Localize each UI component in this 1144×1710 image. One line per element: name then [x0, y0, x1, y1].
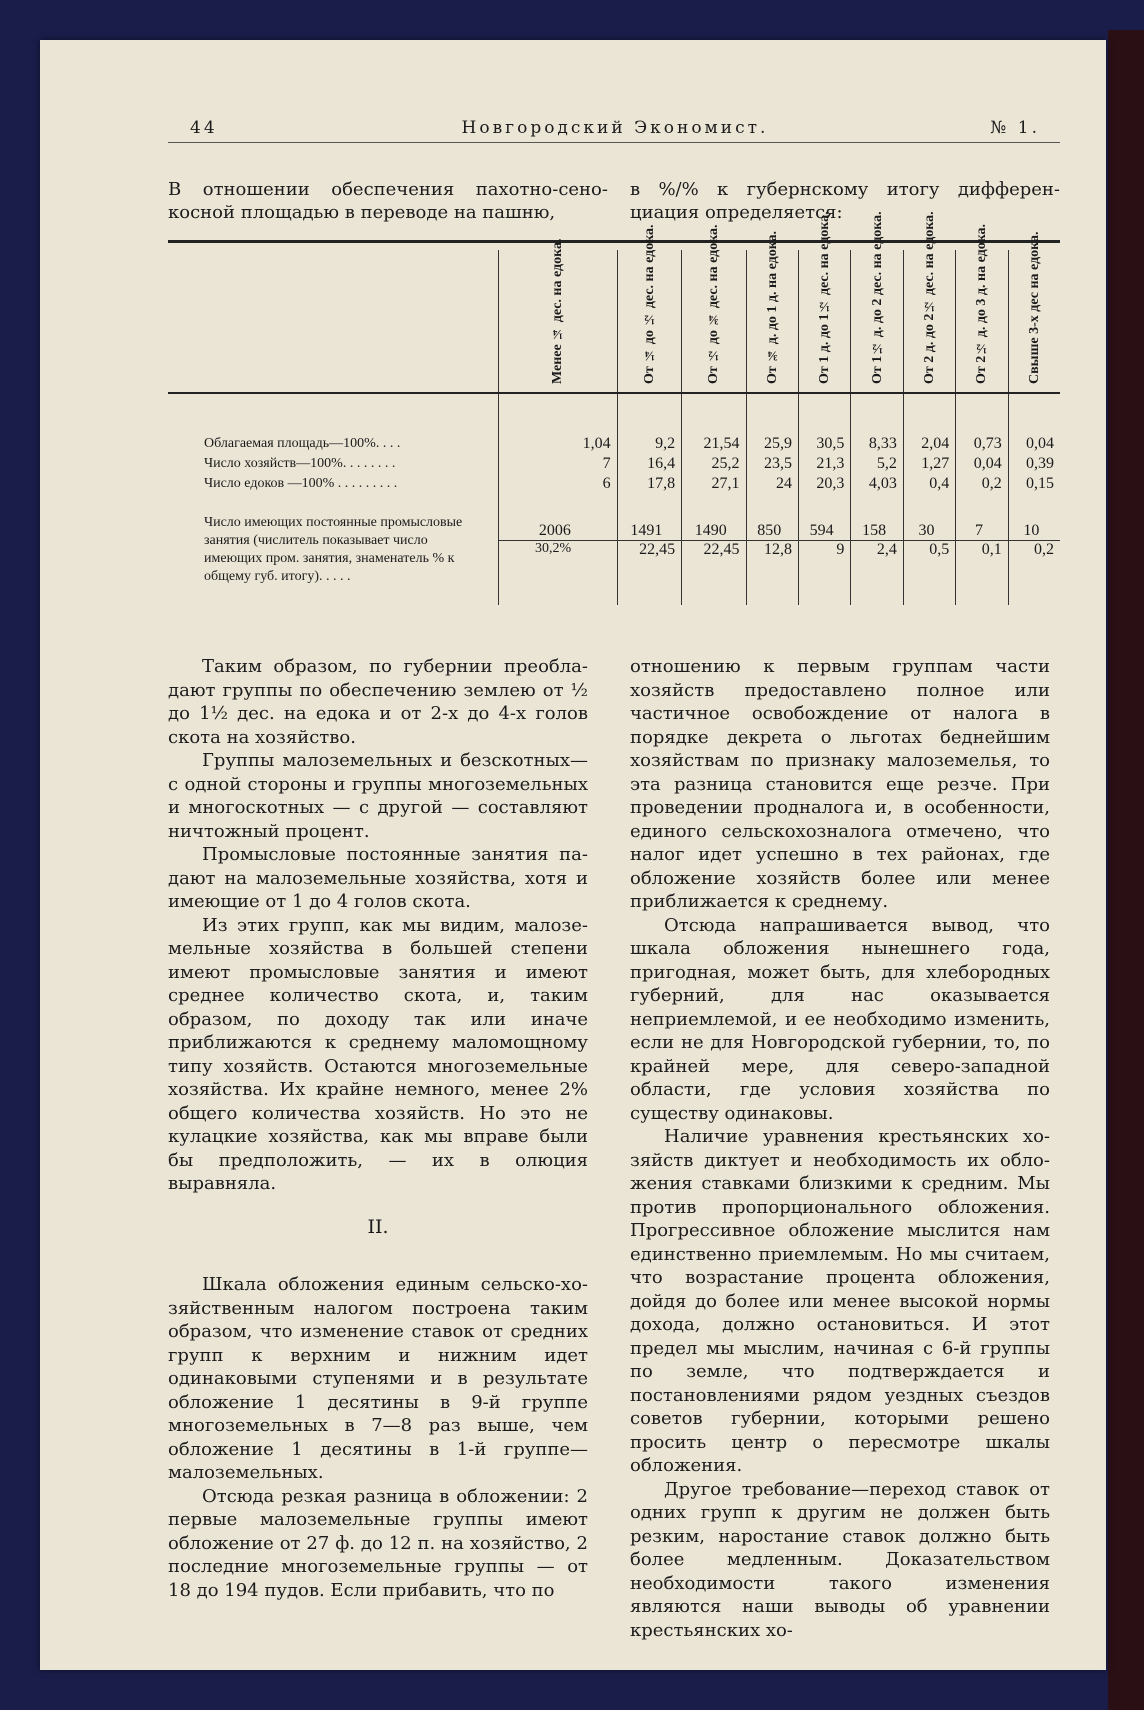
trades-numerator: 7	[956, 494, 1008, 541]
intro-left: В отношении обеспечения пахотно-сенокосной площадью в переводе на пашню,	[168, 179, 608, 223]
trades-denominator: 0,5	[903, 541, 955, 606]
paragraph: Группы малоземельных и безскотных— с одной стороны и группы многоземельных и многоскотных — с другой — составляют ничтожный процент.	[168, 750, 588, 842]
table-header-row	[168, 250, 1060, 393]
cell: 0,15	[1008, 474, 1060, 494]
column-header-label: От ½ до ¾ дес. на едока.	[706, 224, 722, 384]
cell: 2,04	[903, 434, 955, 454]
land-distribution-table	[168, 211, 1060, 605]
trades-numerator: 594	[798, 494, 850, 541]
paragraph: Из этих групп, как мы видим, малоземельные хозяйства в большей степени имеют промысловые занятия и имеют среднее количество скота, и, таким образом, по доходу так или иначе приближаются к среднему маломощному типу хозяйств. Остаются многоземельные хозяйства. Их крайне немного, менее 2% общего количества хозяйств. Но это не кулацкие хозяйства, как мы вправе были бы предположить, — их в олюция выравняла.	[168, 914, 588, 1194]
trades-numerator: 30	[903, 494, 955, 541]
cell: 17,8	[617, 474, 681, 494]
row-label: Облагаемая площадь—100%. . . .	[204, 436, 401, 451]
column-header-label: Свыше 3-х дес на едока.	[1026, 231, 1042, 384]
table-row	[168, 474, 1060, 494]
cell: 20,3	[798, 474, 850, 494]
cell: 27,1	[682, 474, 746, 494]
trades-numerator: 1490	[682, 494, 746, 541]
paragraph: Таким образом, по губернии преобладают группы по обеспечению землею от ½ до 1½ дес. на едока и от 2-х до 4-х голов скота на хозяйство.	[168, 656, 588, 748]
cell: 0,4	[903, 474, 955, 494]
cell: 4,03	[851, 474, 903, 494]
trades-numerator: 1491	[617, 494, 681, 541]
table-row-trades	[168, 494, 1060, 541]
trades-numerator: 10	[1008, 494, 1060, 541]
paragraph: Другое требование—переход ставок от одних групп к другим не должен быть резким, наростание ставок должно быть более медленным. Доказательством необходимости такого изменения являются наши выводы об уравнении крестьянских хо-	[630, 1478, 1050, 1641]
row-label: Число хозяйств—100%. . . . . . . .	[204, 456, 396, 471]
issue-number: № 1.	[990, 118, 1040, 138]
column-header	[798, 211, 850, 393]
column-header-label: От 2½ д. до 3 д. на едока.	[974, 223, 990, 384]
column-header-label: От 1 д. до 1½ дес. на едока.	[817, 211, 833, 384]
cell: 21,3	[798, 454, 850, 474]
trades-numerator: 158	[851, 494, 903, 541]
cell: 25,2	[682, 454, 746, 474]
trades-denominator: 0,1	[956, 541, 1008, 606]
trades-denominator: 22,45	[682, 541, 746, 606]
cell: 5,2	[851, 454, 903, 474]
trades-label: Число имеющих постоянные промысловые занятия (числитель показывает число имеющих пром. занятия, знаменатель % к общему губ. итогу). . . . .	[168, 494, 499, 605]
cell: 9,2	[617, 434, 681, 454]
table-corner	[168, 250, 499, 393]
paragraph: Наличие уравнения крестьянских хозяйств диктует и необходимость их обложения ставками близкими к средним. Мы против пропорционального обложения. Прогрессивное обложение мыслится нам единственно приемлемым. Но мы считаем, что возрастание процента обложения, дойдя до более или менее высокой нормы дохода, должно остановиться. И этот предел мы мыслим, начиная с 6-й группы по земле, что подтверждается и постановлениями рядом уездных съездов советов губернии, которыми решено просить центр о пересмотре шкалы обложения.	[630, 1126, 1050, 1476]
cell: 1,27	[903, 454, 955, 474]
cell: 6	[499, 474, 618, 494]
column-header-label: От ¾ д. до 1 д. на едока.	[764, 230, 780, 384]
left-column	[168, 655, 588, 1602]
cell: 23,5	[746, 454, 798, 474]
intro-right: в %/% к губернскому итогу дифференциация определяется:	[630, 179, 1060, 223]
book-spine	[1108, 30, 1144, 1710]
right-column	[630, 655, 1050, 1642]
trades-denominator: 12,8	[746, 541, 798, 606]
cell: 30,5	[798, 434, 850, 454]
paragraph: Отсюда напрашивается вывод, что шкала обложения нынешнего года, пригодная, может быть, для хлебородных губерний, для нас оказывается неприемлемой, и ее необходимо изменить, если не для Новгородской губернии, то, по крайней мере, для северо-западной области, где условия хозяйства по существу одинаковы.	[630, 914, 1050, 1124]
cell: 0,2	[956, 474, 1008, 494]
column-header	[903, 211, 955, 393]
column-header-label: От 1½ д. до 2 дес. на едока.	[869, 211, 885, 384]
trades-denominator: 30,2%	[499, 541, 618, 606]
column-header-label: От ¼ до ½ дес. на едока.	[641, 224, 657, 384]
column-header	[956, 223, 1008, 393]
column-header	[1008, 231, 1060, 393]
cell: 0,39	[1008, 454, 1060, 474]
cell: 8,33	[851, 434, 903, 454]
cell: 16,4	[617, 454, 681, 474]
cell: 0,04	[956, 454, 1008, 474]
trades-denominator: 22,45	[617, 541, 681, 606]
table-spacer-row	[168, 393, 1060, 434]
row-label: Число едоков —100% . . . . . . . . .	[204, 476, 398, 491]
paragraph: Шкала обложения единым сельско-хозяйственным налогом построена таким образом, что изменение ставок от средних групп к верхним и нижним идет одинаковыми ступенями и в результате обложение 1 десятины в 9-й группе многоземельных в 7—8 раз выше, чем обложение 1 десятины в 1-й группе—малоземельных.	[168, 1274, 588, 1483]
table-row	[168, 454, 1060, 474]
header-rule	[168, 142, 1060, 143]
trades-numerator: 2006	[499, 494, 618, 541]
trades-denominator: 0,2	[1008, 541, 1060, 606]
column-header	[499, 238, 618, 393]
cell: 0,04	[1008, 434, 1060, 454]
table-row	[168, 434, 1060, 454]
trades-denominator: 9	[798, 541, 850, 606]
cell: 21,54	[682, 434, 746, 454]
cell: 0,73	[956, 434, 1008, 454]
cell: 25,9	[746, 434, 798, 454]
cell: 7	[499, 454, 618, 474]
section-heading: II.	[367, 1215, 389, 1238]
column-header	[746, 230, 798, 393]
trades-numerator: 850	[746, 494, 798, 541]
trades-denominator: 2,4	[851, 541, 903, 606]
paragraph: Отсюда резкая разница в обложении: 2 первые малоземельные группы имеют обложение от 27 ф. до 12 п. на хозяйство, 2 последние многоземельные группы — от 18 до 194 пудов. Если прибавить, что по	[168, 1485, 588, 1601]
paragraph: отношению к первым группам части хозяйств предоставлено полное или частичное освобождение от налога в порядке декрета о льготах беднейшим хозяйствам по признаку малоземелья, то эта разница становится еще резче. При проведении продналога и, в особенности, единого сельскохозналога отмечено, что налог идет успешно в тех районах, где обложение хозяйств более или менее приближается к среднему.	[630, 656, 1050, 912]
journal-title: Новгородский Экономист.	[461, 118, 769, 138]
column-header	[682, 224, 746, 393]
column-header-label: Менее ¼ дес. на едока.	[550, 238, 566, 384]
paragraph: Промысловые постоянные занятия падают на малоземельные хозяйства, хотя и имеющие от 1 до 4 голов скота.	[168, 844, 588, 912]
cell: 24	[746, 474, 798, 494]
column-header	[617, 224, 681, 393]
page-number: 44	[190, 118, 218, 138]
column-header	[851, 211, 903, 393]
column-header-label: От 2 д. до 2½ дес. на едока.	[922, 211, 938, 384]
cell: 1,04	[499, 434, 618, 454]
